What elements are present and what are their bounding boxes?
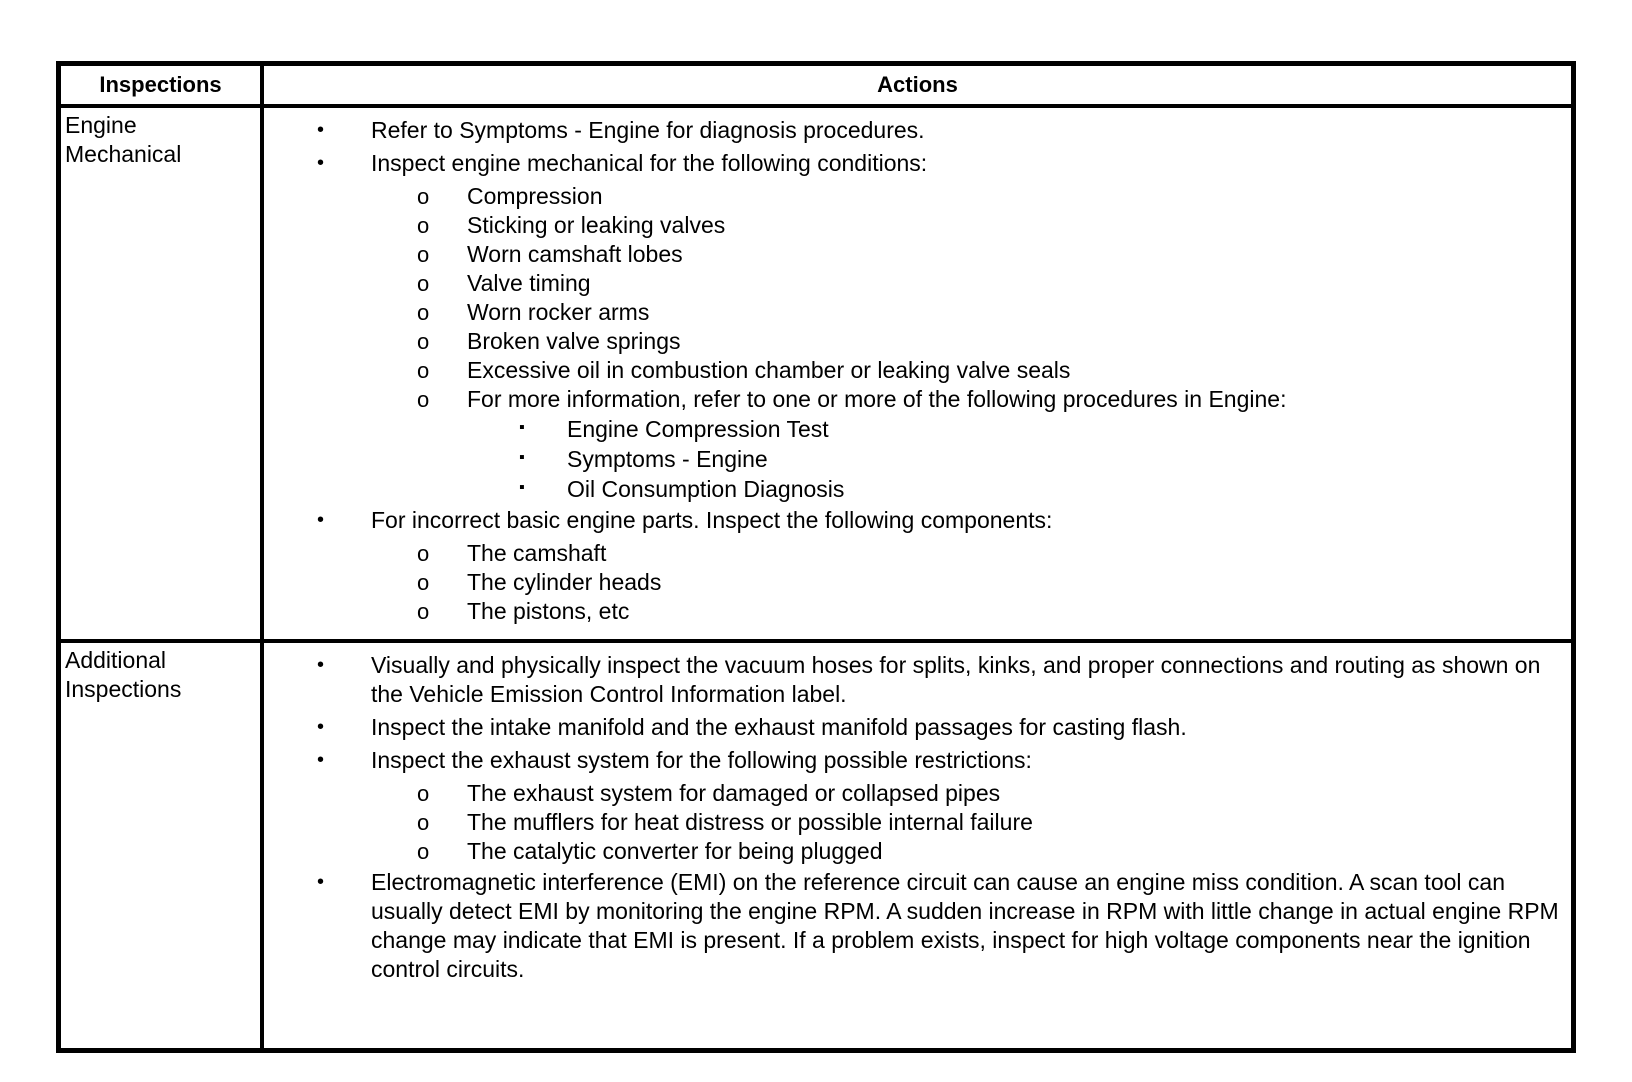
- inspections-table: [56, 61, 1576, 1053]
- sub-item: [267, 779, 1565, 808]
- bullet-marker: o: [417, 541, 430, 566]
- action-item: [267, 506, 1565, 535]
- column-divider: [260, 66, 264, 1048]
- row-label-line: Mechanical: [65, 141, 182, 167]
- item-text: Broken valve springs: [467, 328, 681, 354]
- sub-item: [267, 298, 1565, 327]
- sub-item: [267, 356, 1565, 385]
- bullet-marker: •: [317, 871, 325, 893]
- bullet-marker: o: [417, 213, 430, 238]
- item-text: The pistons, etc: [467, 598, 630, 624]
- bullet-marker: o: [417, 781, 430, 806]
- sub-item: [267, 568, 1565, 597]
- item-text: Inspect the exhaust system for the following possible restrictions:: [371, 747, 1032, 773]
- item-text: Oil Consumption Diagnosis: [567, 476, 845, 502]
- bullet-marker: •: [317, 509, 325, 531]
- item-text: Electromagnetic interference (EMI) on the reference circuit can cause an engine miss condition. A scan tool can usually detect EMI by monitoring the engine RPM. A sudden increase in RPM with little change in actual engine RPM change may indicate that EMI is present. If a problem exists, inspect for high voltage components near the ignition control circuits.: [371, 869, 1559, 982]
- row-divider: [61, 639, 1571, 643]
- bullet-marker: •: [317, 119, 325, 141]
- item-text: The catalytic converter for being plugged: [467, 838, 883, 864]
- action-item: [267, 149, 1565, 178]
- bullet-marker: o: [417, 271, 430, 296]
- header-actions: Actions: [877, 72, 958, 97]
- sub-item: [267, 240, 1565, 269]
- bullet-marker: ▪: [519, 449, 525, 466]
- row-label-line: Engine: [65, 112, 137, 138]
- item-text: Worn rocker arms: [467, 299, 650, 325]
- bullet-marker: ▪: [519, 479, 525, 496]
- action-item: [267, 713, 1565, 742]
- item-text: Engine Compression Test: [567, 416, 829, 442]
- row-label-line: Additional: [65, 647, 167, 673]
- item-text: Visually and physically inspect the vacuum hoses for splits, kinks, and proper connections and routing as shown on the Vehicle Emission Control Information label.: [371, 652, 1541, 707]
- actions-additional-inspections: [267, 651, 1565, 988]
- sub-item: [267, 327, 1565, 356]
- item-text: The cylinder heads: [467, 569, 662, 595]
- row-label-engine-mechanical: [65, 111, 255, 169]
- bullet-marker: •: [317, 152, 325, 174]
- bullet-marker: o: [417, 810, 430, 835]
- action-item: [267, 746, 1565, 775]
- bullet-marker: o: [417, 387, 430, 412]
- item-text: The mufflers for heat distress or possible internal failure: [467, 809, 1033, 835]
- bullet-marker: ▪: [519, 419, 525, 436]
- bullet-marker: o: [417, 599, 430, 624]
- item-text: Sticking or leaking valves: [467, 212, 726, 238]
- bullet-marker: o: [417, 329, 430, 354]
- item-text: For more information, refer to one or more of the following procedures in Engine:: [467, 386, 1287, 412]
- bullet-marker: •: [317, 749, 325, 771]
- action-item: [267, 651, 1565, 709]
- bullet-marker: o: [417, 839, 430, 864]
- bullet-marker: o: [417, 570, 430, 595]
- bullet-marker: o: [417, 184, 430, 209]
- sub-item: [267, 837, 1565, 866]
- item-text: Compression: [467, 183, 603, 209]
- sub-item: [267, 211, 1565, 240]
- sub-sub-item: [267, 474, 1565, 504]
- bullet-marker: o: [417, 242, 430, 267]
- sub-item: [267, 385, 1565, 414]
- sub-list: [267, 182, 1565, 504]
- row-label-additional-inspections: [65, 646, 255, 704]
- sub-list: [267, 779, 1565, 866]
- sub-item: [267, 182, 1565, 211]
- sub-item: [267, 597, 1565, 626]
- item-text: Inspect engine mechanical for the following conditions:: [371, 150, 928, 176]
- item-text: Inspect the intake manifold and the exhaust manifold passages for casting flash.: [371, 714, 1187, 740]
- bullet-marker: o: [417, 358, 430, 383]
- sub-sub-item: [267, 414, 1565, 444]
- row-label-line: Inspections: [65, 676, 182, 702]
- sub-item: [267, 269, 1565, 298]
- item-text: Symptoms - Engine: [567, 446, 768, 472]
- item-text: The exhaust system for damaged or collapsed pipes: [467, 780, 1001, 806]
- actions-engine-mechanical: [267, 116, 1565, 628]
- item-text: Excessive oil in combustion chamber or leaking valve seals: [467, 357, 1071, 383]
- item-text: Valve timing: [467, 270, 591, 296]
- header-inspections: Inspections: [99, 72, 222, 97]
- sub-list: [267, 539, 1565, 626]
- bullet-marker: o: [417, 300, 430, 325]
- action-item: [267, 868, 1565, 984]
- item-text: Refer to Symptoms - Engine for diagnosis procedures.: [371, 117, 925, 143]
- bullet-marker: •: [317, 716, 325, 738]
- action-item: [267, 116, 1565, 145]
- item-text: Worn camshaft lobes: [467, 241, 683, 267]
- sub-item: [267, 539, 1565, 568]
- item-text: For incorrect basic engine parts. Inspect the following components:: [371, 507, 1053, 533]
- sub-item: [267, 808, 1565, 837]
- bullet-marker: •: [317, 654, 325, 676]
- sub-sub-item: [267, 444, 1565, 474]
- item-text: The camshaft: [467, 540, 607, 566]
- header-divider: [61, 104, 1571, 108]
